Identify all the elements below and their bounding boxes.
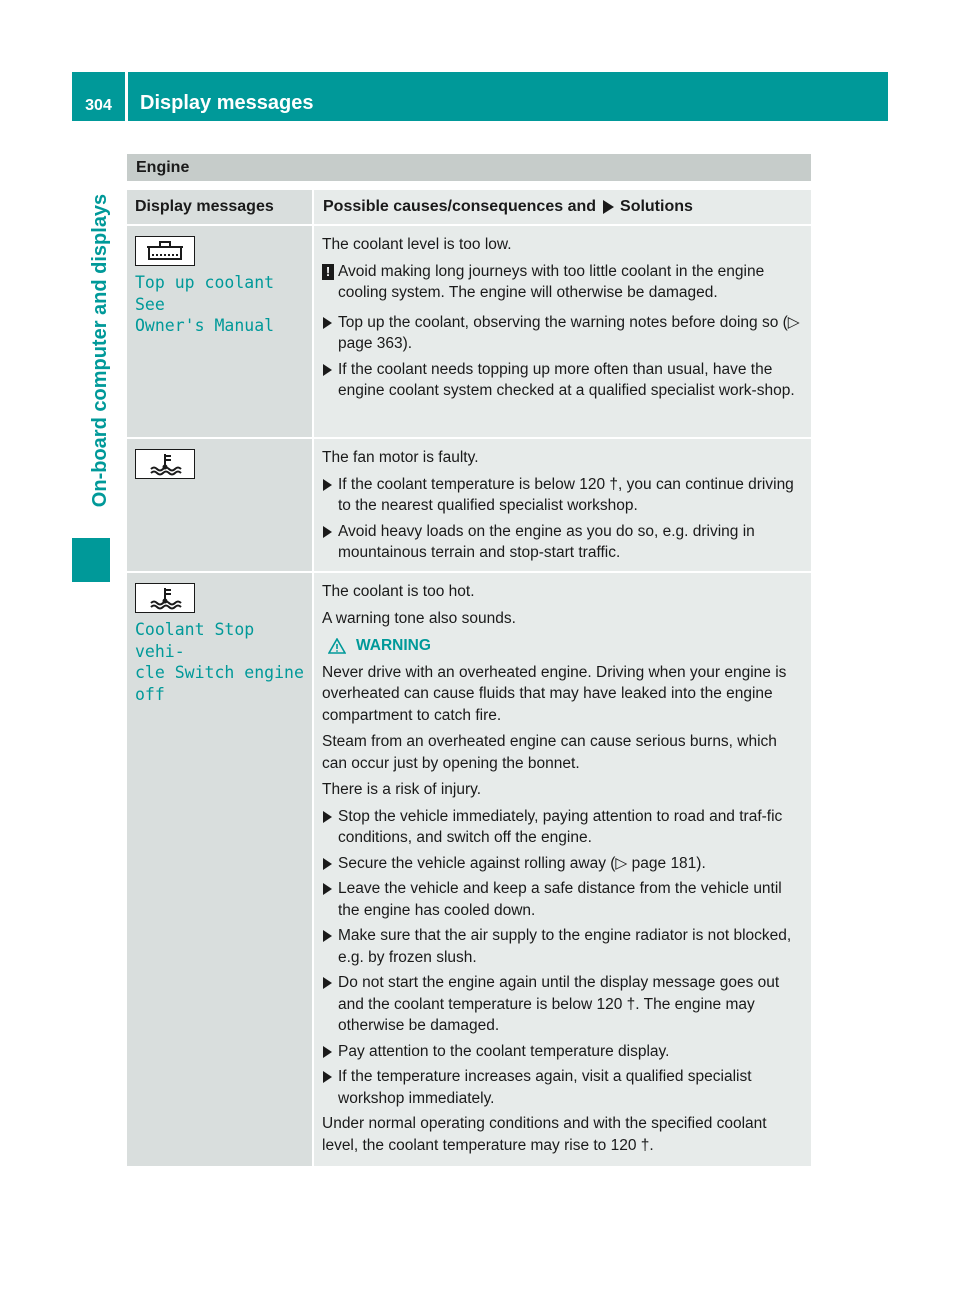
coolant-temperature-icon bbox=[135, 449, 195, 479]
display-message-cell bbox=[127, 226, 312, 437]
causes-solutions-cell bbox=[314, 573, 811, 1166]
solution-step: If the coolant needs topping up more often than usual, have the engine coolant system checked at a qualified specialist work-shop. bbox=[322, 359, 805, 402]
display-message-text: Top up coolant See Owner's Manual bbox=[135, 273, 275, 335]
coolant-temperature-icon bbox=[135, 583, 195, 613]
column-header-causes: Possible causes/consequences and bbox=[323, 198, 597, 215]
page-title: Display messages bbox=[128, 72, 888, 121]
solution-step: If the temperature increases again, visit a qualified specialist workshop immediately. bbox=[322, 1066, 805, 1109]
solution-step: Do not start the engine again until the display message goes out and the coolant temperature is below 120 †. The engine may otherwise be damaged. bbox=[322, 972, 805, 1037]
table-row bbox=[127, 439, 811, 571]
solution-step: Stop the vehicle immediately, paying attention to road and traf-fic conditions, and switch off the engine. bbox=[322, 806, 805, 849]
warning-text: Never drive with an overheated engine. Driving when your engine is overheated can cause fluids that may have leaked into the engine compartment to catch fire. bbox=[322, 663, 787, 724]
damage-note bbox=[322, 261, 805, 304]
display-message-text: Coolant Stop vehi‐ cle Switch engine off bbox=[135, 620, 304, 704]
side-tab-label: On-board computer and displays bbox=[89, 193, 112, 507]
display-message-cell bbox=[127, 573, 312, 1166]
closing-text: Under normal operating conditions and with the specified coolant level, the coolant temperature may rise to 120 †. bbox=[322, 1115, 767, 1154]
section-title: Engine bbox=[127, 154, 811, 181]
warning-triangle-icon bbox=[328, 638, 346, 654]
column-header-causes-solutions bbox=[314, 190, 811, 224]
solution-step: Make sure that the air supply to the engine radiator is not blocked, e.g. by frozen slush. bbox=[322, 925, 805, 968]
display-message-cell bbox=[127, 439, 312, 571]
page-number: 304 bbox=[72, 72, 125, 121]
cause-text: The coolant level is too low. bbox=[322, 236, 512, 253]
table-row bbox=[127, 226, 811, 437]
warning-heading bbox=[328, 635, 805, 657]
column-header-solutions: Solutions bbox=[620, 198, 693, 215]
cause-text: A warning tone also sounds. bbox=[322, 609, 516, 627]
solution-step: Avoid heavy loads on the engine as you do so, e.g. driving in mountainous terrain and stop-start traffic. bbox=[322, 521, 805, 564]
warning-label: WARNING bbox=[356, 637, 431, 654]
solution-step: Secure the vehicle against rolling away (▷ page 181). bbox=[322, 853, 805, 875]
cause-text: The fan motor is faulty. bbox=[322, 449, 479, 466]
causes-solutions-cell bbox=[314, 439, 811, 571]
solution-step: Pay attention to the coolant temperature display. bbox=[322, 1041, 805, 1063]
coolant-reservoir-icon bbox=[135, 236, 195, 266]
arrow-right-icon bbox=[603, 200, 614, 214]
table-row bbox=[127, 573, 811, 1166]
cause-text: The coolant is too hot. bbox=[322, 583, 475, 600]
solution-step: Top up the coolant, observing the warning notes before doing so (▷ page 363). bbox=[322, 312, 805, 355]
warning-text: There is a risk of injury. bbox=[322, 781, 482, 798]
causes-solutions-cell bbox=[314, 226, 811, 437]
note-text: Avoid making long journeys with too little coolant in the engine cooling system. The engine will otherwise be damaged. bbox=[338, 262, 765, 301]
side-tab bbox=[87, 170, 115, 530]
solution-step: Leave the vehicle and keep a safe distance from the vehicle until the engine has cooled down. bbox=[322, 878, 805, 921]
exclamation-icon: ! bbox=[322, 264, 334, 280]
warning-text: Steam from an overheated engine can cause serious burns, which can occur just by opening the bonnet. bbox=[322, 733, 777, 772]
side-tab-marker bbox=[72, 538, 110, 582]
solution-step: If the coolant temperature is below 120 †, you can continue driving to the nearest qualified specialist workshop. bbox=[322, 474, 805, 517]
column-header-display-messages: Display messages bbox=[127, 190, 312, 224]
